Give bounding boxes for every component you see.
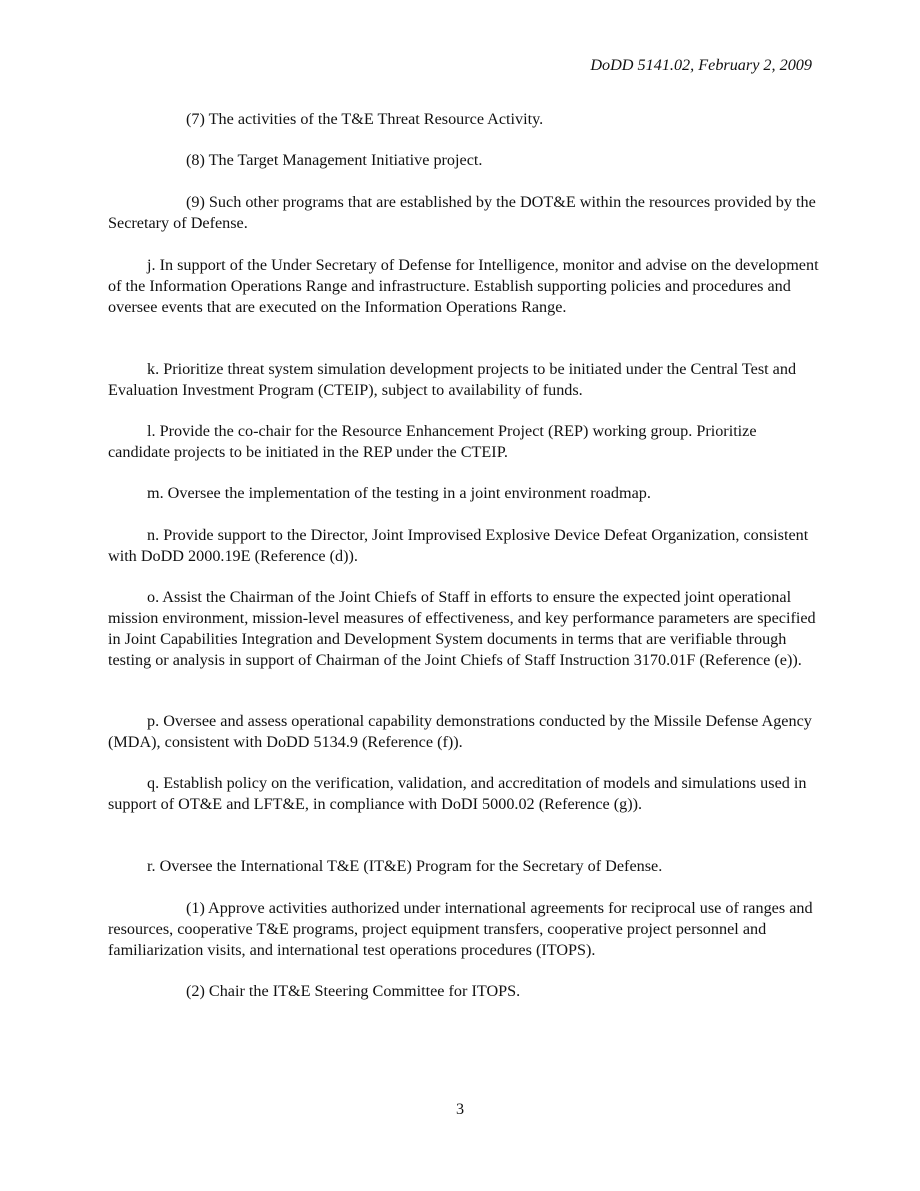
page-number: 3 [455, 1100, 465, 1118]
paragraph-q: q. Establish policy on the verification, validation, and accreditation of models and simulations used in support of OT&E and LFT&E, in compliance with DoDI 5000.02 (Reference (g)). [108, 774, 807, 813]
paragraph-p: p. Oversee and assess operational capability demonstrations conducted by the Missile Defense Agency (MDA), consistent with DoDD 5134.9 (Reference (f)). [108, 712, 812, 751]
paragraph-i-9: (9) Such other programs that are established by the DOT&E within the resources provided by the Secretary of Defense. [108, 193, 816, 232]
paragraph-i-7: (7) The activities of the T&E Threat Resource Activity. [186, 110, 544, 128]
paragraph-l: l. Provide the co-chair for the Resource Enhancement Project (REP) working group. Prioritize candidate projects to be initiated in the REP under the CTEIP. [108, 422, 757, 461]
paragraph-i-8: (8) The Target Management Initiative project. [186, 151, 483, 169]
paragraph-r-2: (2) Chair the IT&E Steering Committee for ITOPS. [186, 982, 521, 1000]
paragraph-n: n. Provide support to the Director, Joint Improvised Explosive Device Defeat Organization, consistent with DoDD 2000.19E (Reference (d)). [108, 526, 809, 565]
paragraph-o: o. Assist the Chairman of the Joint Chiefs of Staff in efforts to ensure the expected joint operational mission environment, mission-level measures of effectiveness, and key performance parameters are specified in Joint Capabilities Integration and Development System documents in terms that are verifiable through testing or analysis in support of Chairman of the Joint Chiefs of Staff Instruction 3170.01F (Reference (e)). [108, 588, 816, 669]
paragraph-m: m. Oversee the implementation of the testing in a joint environment roadmap. [147, 484, 651, 502]
paragraph-r-1: (1) Approve activities authorized under international agreements for reciprocal use of ranges and resources, cooperative T&E programs, project equipment transfers, cooperative project personnel and familiarization visits, and international test operations procedures (ITOPS). [108, 899, 813, 959]
paragraph-k: k. Prioritize threat system simulation development projects to be initiated under the Central Test and Evaluation Investment Program (CTEIP), subject to availability of funds. [108, 360, 797, 399]
paragraph-r: r. Oversee the International T&E (IT&E) Program for the Secretary of Defense. [147, 857, 663, 875]
paragraph-j: j. In support of the Under Secretary of Defense for Intelligence, monitor and advise on the development of the Information Operations Range and infrastructure. Establish supporting policies and procedures and oversee events that are executed on the Information Operations Range. [108, 256, 819, 316]
document-header: DoDD 5141.02, February 2, 2009 [590, 56, 812, 74]
